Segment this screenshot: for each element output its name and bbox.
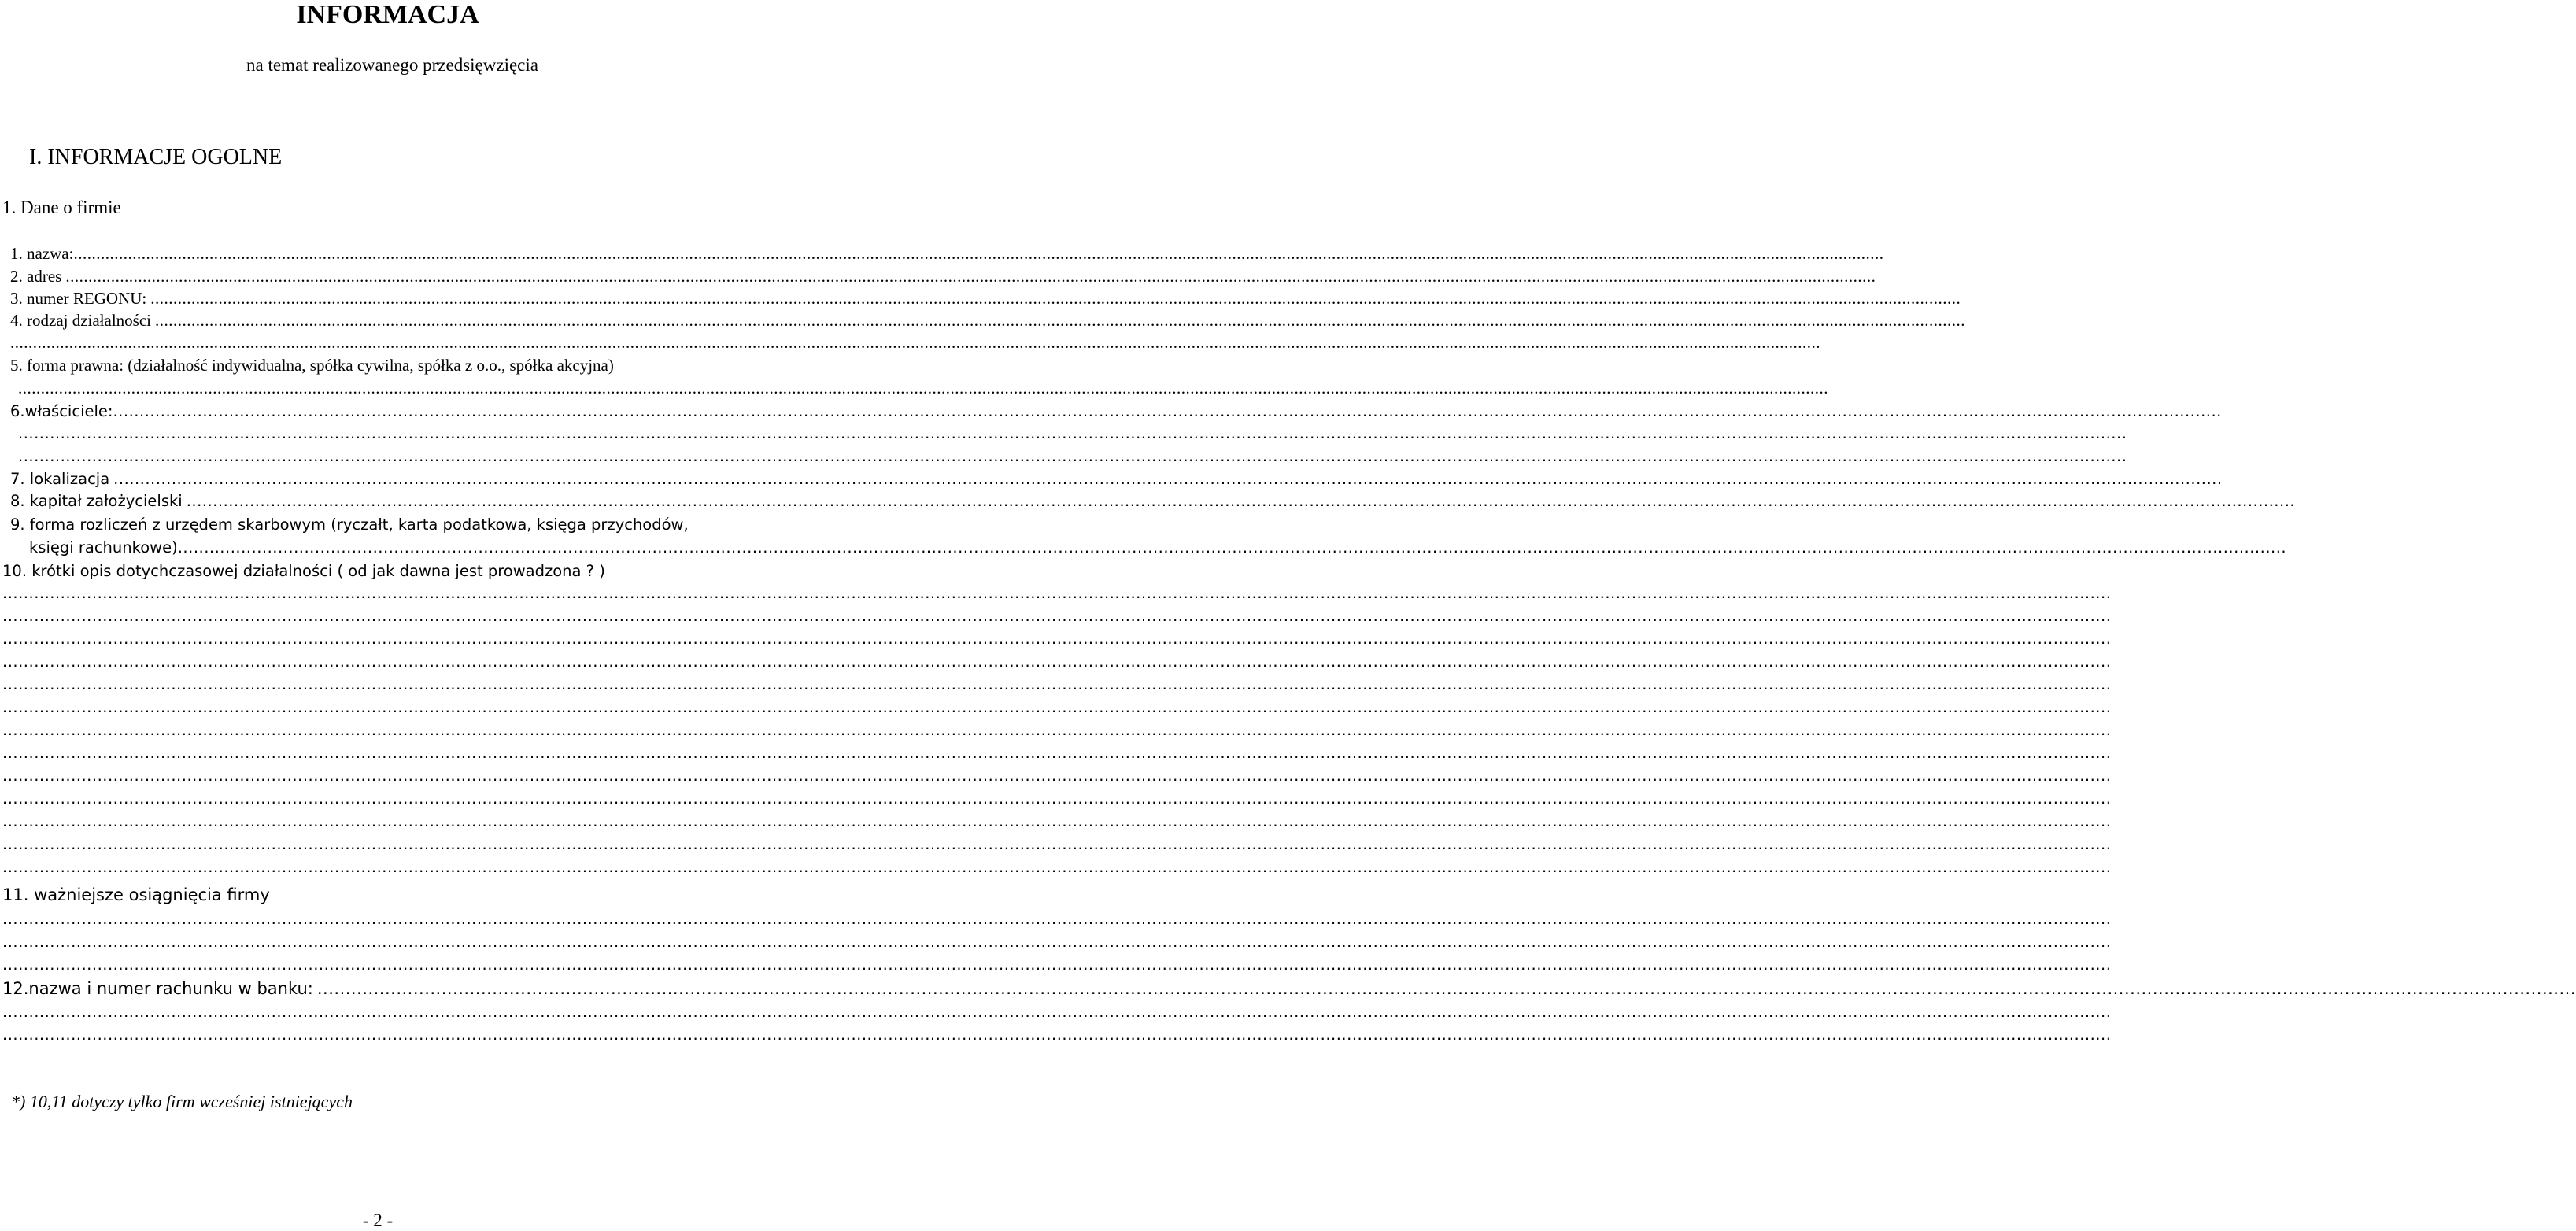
dotted-line — [2, 858, 2112, 876]
field-label: 4. rodzaj działalności — [10, 311, 152, 330]
dotted-fill: ................................................................................................................................................................................................................................................................................................................................................................................................................ — [18, 424, 2127, 442]
field-forma-rozliczen-cont — [29, 538, 2287, 556]
dotted-fill: ................................................................................................................................................................................................................................................................................................................................................................................................................ — [2, 744, 2112, 762]
dotted-line — [2, 698, 2112, 716]
document-subtitle: na temat realizowanego przedsięwzięcia — [246, 55, 538, 75]
field-forma-prawna: 5. forma prawna: (działalność indywidualna, spółka cywilna, spółka z o.o., spółka akcyjna) — [10, 356, 614, 375]
dotted-line — [2, 607, 2112, 625]
field-label: 3. numer REGONU: — [10, 289, 147, 308]
dotted-fill: ................................................................................................................................................................................................................................................................................................................................................................................................................ — [2, 698, 2112, 716]
dotted-fill: ................................................................................................................................................................................................................................................................................................................................................................................................................ — [2, 933, 2112, 951]
dotted-fill: ................................................................................................................................................................................................................................................................................................................................................................................................................ — [65, 267, 1876, 286]
dotted-line — [2, 1003, 2112, 1021]
dotted-fill: ................................................................................................................................................................................................................................................................................................................................................................................................................ — [2, 584, 2112, 602]
field-rachunek — [2, 979, 2576, 998]
field-label: 7. lokalizacja — [10, 470, 110, 488]
dotted-line — [2, 721, 2112, 739]
field-label: 8. kapitał założycielski — [10, 492, 183, 510]
dotted-line — [2, 933, 2112, 951]
dotted-line — [2, 812, 2112, 830]
field-forma-rozliczen: 9. forma rozliczeń z urzędem skarbowym (ryczałt, karta podatkowa, księga przychodów, — [10, 516, 689, 534]
field-label: 1. nazwa: — [10, 244, 74, 263]
dotted-fill: ................................................................................................................................................................................................................................................................................................................................................................................................................ — [73, 244, 1884, 263]
dotted-line — [10, 333, 1820, 352]
dotted-line — [2, 1026, 2112, 1044]
dotted-fill: ................................................................................................................................................................................................................................................................................................................................................................................................................ — [186, 492, 2296, 510]
dotted-fill: ................................................................................................................................................................................................................................................................................................................................................................................................................ — [2, 835, 2112, 853]
dotted-line — [2, 835, 2112, 853]
field-lokalizacja — [10, 470, 2223, 488]
subsection-heading: 1. Dane o firmie — [2, 198, 121, 217]
dotted-line — [2, 910, 2112, 928]
field-adres — [10, 267, 1876, 286]
dotted-fill: ................................................................................................................................................................................................................................................................................................................................................................................................................ — [2, 607, 2112, 625]
page-number: - 2 - — [362, 1211, 394, 1230]
dotted-line — [2, 789, 2112, 808]
dotted-fill: ................................................................................................................................................................................................................................................................................................................................................................................................................ — [177, 538, 2287, 556]
dotted-line — [2, 956, 2112, 974]
dotted-fill: ................................................................................................................................................................................................................................................................................................................................................................................................................ — [316, 979, 2576, 998]
dotted-fill: ................................................................................................................................................................................................................................................................................................................................................................................................................ — [2, 956, 2112, 974]
dotted-fill: ................................................................................................................................................................................................................................................................................................................................................................................................................ — [113, 402, 2222, 420]
dotted-line — [18, 379, 1828, 397]
dotted-fill: ................................................................................................................................................................................................................................................................................................................................................................................................................ — [2, 812, 2112, 830]
field-regon — [10, 289, 1961, 308]
dotted-line — [2, 767, 2112, 785]
dotted-fill: ................................................................................................................................................................................................................................................................................................................................................................................................................ — [2, 789, 2112, 808]
field-label: 2. adres — [10, 267, 62, 286]
dotted-line — [2, 652, 2112, 671]
dotted-fill: ................................................................................................................................................................................................................................................................................................................................................................................................................ — [2, 630, 2112, 648]
document-title: INFORMACJA — [296, 0, 479, 29]
dotted-fill: ................................................................................................................................................................................................................................................................................................................................................................................................................ — [2, 652, 2112, 671]
field-label: księgi rachunkowe) — [29, 538, 178, 556]
field-opis: 10. krótki opis dotychczasowej działalności ( od jak dawna jest prowadzona ? ) — [2, 562, 605, 580]
dotted-fill: ................................................................................................................................................................................................................................................................................................................................................................................................................ — [2, 675, 2112, 693]
field-osiagniecia: 11. ważniejsze osiągnięcia firmy — [2, 885, 270, 904]
dotted-line — [2, 630, 2112, 648]
dotted-fill: ................................................................................................................................................................................................................................................................................................................................................................................................................ — [113, 470, 2223, 488]
dotted-fill: ................................................................................................................................................................................................................................................................................................................................................................................................................ — [10, 333, 1820, 352]
field-kapital — [10, 492, 2296, 510]
section-heading: I. INFORMACJE OGOLNE — [29, 145, 283, 169]
dotted-fill: ................................................................................................................................................................................................................................................................................................................................................................................................................ — [2, 910, 2112, 928]
dotted-fill: ................................................................................................................................................................................................................................................................................................................................................................................................................ — [2, 721, 2112, 739]
field-label: 12.nazwa i numer rachunku w banku: — [2, 979, 313, 998]
field-wlasciciele — [10, 402, 2222, 420]
dotted-line — [18, 447, 2127, 465]
dotted-line — [2, 675, 2112, 693]
dotted-fill: ................................................................................................................................................................................................................................................................................................................................................................................................................ — [18, 447, 2127, 465]
dotted-fill: ................................................................................................................................................................................................................................................................................................................................................................................................................ — [150, 289, 1961, 308]
field-label: 6.właściciele: — [10, 402, 113, 420]
dotted-line — [18, 424, 2127, 442]
dotted-fill: ................................................................................................................................................................................................................................................................................................................................................................................................................ — [2, 1026, 2112, 1044]
field-rodzaj — [10, 311, 1966, 330]
dotted-fill: ................................................................................................................................................................................................................................................................................................................................................................................................................ — [155, 311, 1966, 330]
dotted-fill: ................................................................................................................................................................................................................................................................................................................................................................................................................ — [2, 858, 2112, 876]
dotted-fill: ................................................................................................................................................................................................................................................................................................................................................................................................................ — [2, 767, 2112, 785]
dotted-fill: ................................................................................................................................................................................................................................................................................................................................................................................................................ — [18, 379, 1828, 397]
dotted-line — [2, 744, 2112, 762]
dotted-line — [2, 584, 2112, 602]
dotted-fill: ................................................................................................................................................................................................................................................................................................................................................................................................................ — [2, 1003, 2112, 1021]
field-nazwa — [10, 244, 1884, 263]
footnote: *) 10,11 dotyczy tylko firm wcześniej istniejących — [11, 1092, 353, 1111]
